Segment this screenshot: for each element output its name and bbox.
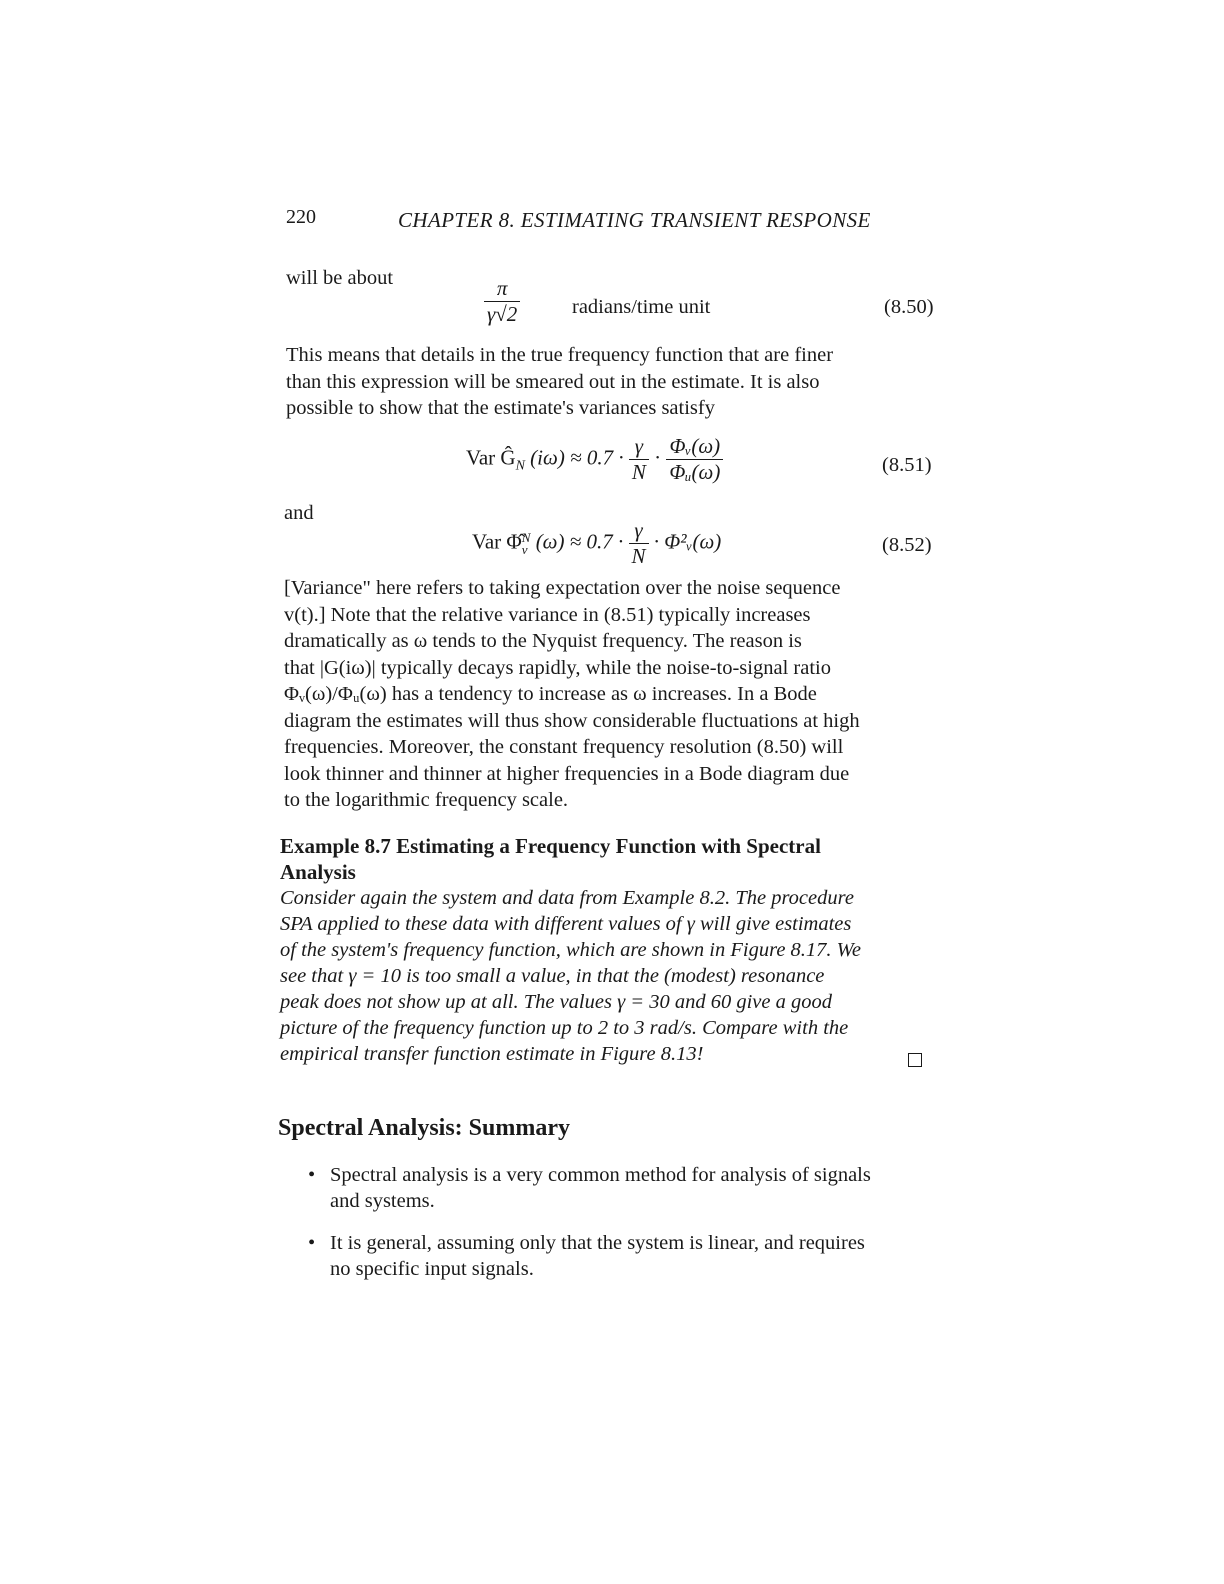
qed-box [908,1053,922,1067]
equation-8-51 [466,434,723,485]
eq851-lhs-sub: N [515,458,525,474]
eq852-lhs-sup: N [521,529,531,545]
section-title: Spectral Analysis: Summary [278,1115,571,1141]
paragraph-2-line: to the logarithmic frequency scale. [284,789,569,811]
paragraph-2-line: diagram the estimates will thus show considerable fluctuations at high [284,709,860,732]
bullet-item [308,1230,936,1282]
paragraph-1-line: This means that details in the true frequency function that are finer [286,344,834,366]
paragraph-2-line: frequencies. Moreover, the constant frequency resolution (8.50) will [284,736,844,758]
paragraph-2-line: [Variance" here refers to taking expectation over the noise sequence [284,577,841,599]
example-title-line: Example 8.7 Estimating a Frequency Function with Spectral [280,834,821,858]
paragraph-2-line: look thinner and thinner at higher frequencies in a Bode diagram due [284,762,850,785]
paragraph-2-line: that |G(iω)| typically decays rapidly, while the noise-to-signal ratio [284,656,831,679]
eq852-lhs: Var Φ̂ [472,529,522,554]
eq850-unit: radians/time unit [572,296,711,318]
paragraph-1-line: possible to show that the estimate's variances satisfy [286,397,715,419]
example-body-line: SPA applied to these data with different values of γ will give estimates [280,913,852,935]
eq852-f-num: γ [629,518,649,544]
eq851-f2-num: Φᵥ(ω) [666,434,723,460]
eq852-lhs-scripts [521,529,531,557]
paragraph-2-line: Φᵥ(ω)/Φᵤ(ω) has a tendency to increase as ω increases. In a Bode [284,683,817,705]
eq852-f-den: N [631,544,646,568]
example-body-line: Consider again the system and data from Example 8.2. The procedure [280,887,854,909]
eq852-number: (8.52) [882,534,932,556]
equation-8-52 [472,518,721,569]
eq852-fraction [629,518,649,569]
eq850-denominator: γ√2 [487,302,518,326]
eq850-number: (8.50) [884,296,934,318]
eq851-f2-den: Φᵤ(ω) [669,460,721,484]
example-body-line: picture of the frequency function up to 2 to 3 rad/s. Compare with the [280,1017,849,1039]
example-body-line: see that γ = 10 is too small a value, in that the (modest) resonance [280,965,825,987]
eq851-lhs-arg: (iω) ≈ 0.7 · [530,445,624,470]
example-body [280,885,936,1067]
example-body-line: empirical transfer function estimate in Figure 8.13! [280,1043,704,1065]
bullet-line: no specific input signals. [330,1258,534,1280]
bullet-line: It is general, assuming only that the system is linear, and requires [330,1232,865,1254]
paragraph-2-line: dramatically as ω tends to the Nyquist frequency. The reason is [284,630,802,652]
bullet-icon: • [308,1232,316,1254]
eq851-dot: · [654,445,662,470]
bullet-item [308,1162,936,1214]
eq851-fraction-phi [666,434,723,485]
eq852-lhs-sub: v [521,541,528,557]
equation-8-50 [484,276,520,327]
paragraph-2 [284,575,936,814]
example-heading [280,833,940,885]
running-head: CHAPTER 8. ESTIMATING TRANSIENT RESPONSE [398,208,871,232]
eq851-f1-num: γ [629,434,649,460]
bullet-line: and systems. [330,1190,435,1212]
eq852-lhs-arg: (ω) ≈ 0.7 · [535,529,624,554]
example-body-line: of the system's frequency function, which are shown in Figure 8.17. We [280,939,861,961]
example-body-line: peak does not show up at all. The values γ = 30 and 60 give a good [280,991,833,1013]
paragraph-2-line: v(t).] Note that the relative variance in (8.51) typically increases [284,603,811,626]
eq851-f1-den: N [631,460,646,484]
page-number: 220 [286,206,316,228]
eq852-rhs: · Φ²ᵥ(ω) [653,529,722,554]
paragraph-1-line: than this expression will be smeared out in the estimate. It is also [286,370,820,393]
eq850-numerator: π [484,276,520,302]
eq851-number: (8.51) [882,454,932,476]
bullet-line: Spectral analysis is a very common method for analysis of signals [330,1164,871,1186]
intro-lead: will be about [286,267,394,289]
example-title-line: Analysis [280,860,356,884]
and-word: and [284,502,314,524]
eq851-lhs: Var Ĝ [466,445,516,470]
eq850-fraction [484,276,520,327]
bullet-icon: • [308,1164,316,1186]
eq851-fraction-gamma-n [629,434,649,485]
paragraph-1 [286,342,938,422]
